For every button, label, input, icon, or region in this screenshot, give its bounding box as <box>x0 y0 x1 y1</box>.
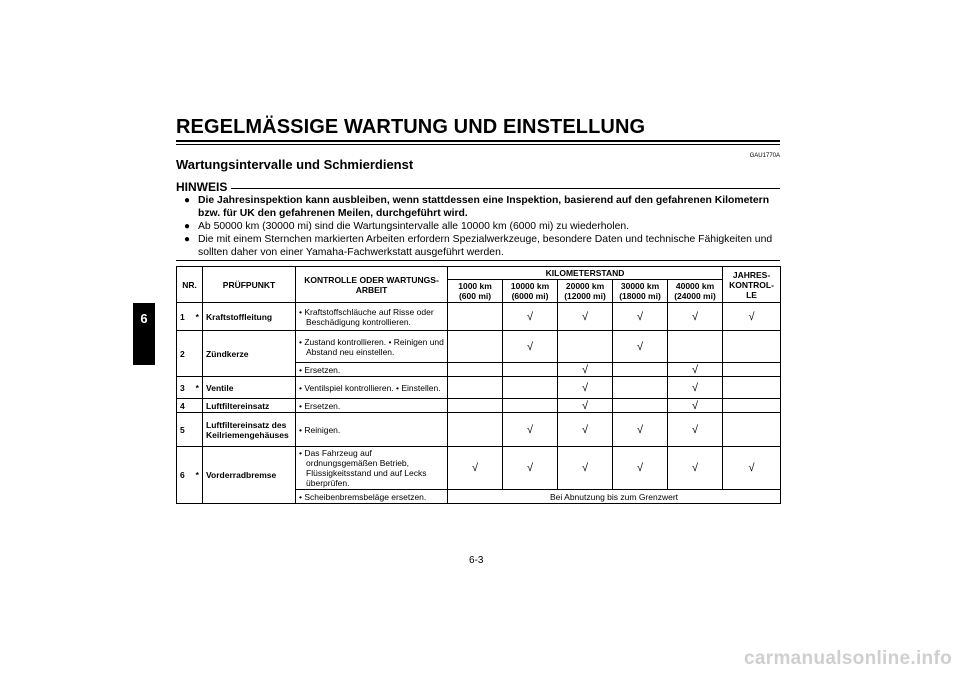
watermark: carmanualsonline.info <box>744 648 952 669</box>
check-mark-cell: √ <box>668 399 723 413</box>
check-mark-cell: √ <box>503 303 558 331</box>
note-item <box>184 220 780 233</box>
row-number: 6 <box>177 447 193 504</box>
table-row <box>177 331 781 363</box>
check-mark-cell: √ <box>558 377 613 399</box>
check-mark-cell <box>448 413 503 447</box>
bullet-icon: ● <box>184 195 191 206</box>
header-km-interval: 10000 km (6000 mi) <box>503 280 558 303</box>
note-item <box>184 233 780 259</box>
task-text: • Scheibenbremsbeläge ersetzen. <box>296 490 448 504</box>
doc-code: GAU1770A <box>749 153 780 159</box>
check-mark-cell: √ <box>613 413 668 447</box>
check-mark-cell: √ <box>668 447 723 490</box>
notes-list <box>184 194 780 259</box>
task-text: • Das Fahrzeug auf ordnungsgemäßen Betrieb, Flüssigkeitsstand und auf Lecks überprüfen. <box>296 447 448 490</box>
check-item: Luftfiltereinsatz <box>203 399 296 413</box>
check-mark-cell <box>503 363 558 377</box>
notes-rule <box>176 260 780 261</box>
table-row <box>177 447 781 490</box>
check-mark-cell: √ <box>668 303 723 331</box>
check-mark-cell: √ <box>448 447 503 490</box>
task-text: • Ventilspiel kontrollieren. • Einstellen. <box>296 377 448 399</box>
table-row <box>177 303 781 331</box>
check-mark-cell: √ <box>503 331 558 363</box>
check-mark-cell <box>448 377 503 399</box>
check-mark-cell <box>503 399 558 413</box>
row-number: 3 <box>177 377 193 399</box>
asterisk-mark: * <box>193 377 203 399</box>
header-task: KONTROLLE ODER WARTUNGS-ARBEIT <box>296 267 448 303</box>
check-item: Ventile <box>203 377 296 399</box>
check-mark-cell <box>723 413 781 447</box>
header-km-interval: 20000 km (12000 mi) <box>558 280 613 303</box>
check-mark-cell <box>723 331 781 363</box>
header-item: PRÜFPUNKT <box>203 267 296 303</box>
asterisk-mark: * <box>193 447 203 504</box>
check-item: Kraftstoffleitung <box>203 303 296 331</box>
header-km-interval: 40000 km (24000 mi) <box>668 280 723 303</box>
row-number: 5 <box>177 413 193 447</box>
interval-note: Bei Abnutzung bis zum Grenzwert <box>448 490 781 504</box>
check-mark-cell: √ <box>558 447 613 490</box>
asterisk-mark <box>193 331 203 377</box>
task-text: • Kraftstoffschläuche auf Risse oder Beschädigung kontrollieren. <box>296 303 448 331</box>
check-mark-cell: √ <box>613 447 668 490</box>
check-item: Vorderradbremse <box>203 447 296 504</box>
row-number: 1 <box>177 303 193 331</box>
table-row <box>177 413 781 447</box>
check-mark-cell <box>503 377 558 399</box>
check-mark-cell <box>668 331 723 363</box>
check-mark-cell <box>613 377 668 399</box>
header-annual: JAHRES-KONTROL-LE <box>723 267 781 303</box>
section-title: Wartungsintervalle und Schmierdienst <box>176 157 414 172</box>
note-text: Die mit einem Sternchen markierten Arbeiten erfordern Spezialwerkzeuge, besondere Daten und technische Fähigkeiten und sollten daher von einer Yamaha-Fachwerkstatt ausgeführt werden. <box>198 234 773 258</box>
check-mark-cell: √ <box>558 363 613 377</box>
bullet-icon: ● <box>184 221 191 232</box>
check-mark-cell: √ <box>558 399 613 413</box>
check-mark-cell <box>613 399 668 413</box>
asterisk-mark <box>193 399 203 413</box>
check-mark-cell: √ <box>668 363 723 377</box>
maintenance-table <box>176 266 781 504</box>
page-number: 6-3 <box>469 555 484 566</box>
chapter-tab: 6 <box>133 303 155 365</box>
table-body <box>177 303 781 504</box>
asterisk-mark: * <box>193 303 203 331</box>
check-mark-cell: √ <box>558 303 613 331</box>
check-mark-cell: √ <box>613 331 668 363</box>
title-rule <box>176 140 780 142</box>
page-title: REGELMÄSSIGE WARTUNG UND EINSTELLUNG <box>176 116 646 138</box>
check-mark-cell: √ <box>503 447 558 490</box>
note-text: Ab 50000 km (30000 mi) sind die Wartungsintervalle alle 10000 km (6000 mi) zu wiederholen. <box>198 221 630 232</box>
check-mark-cell <box>448 363 503 377</box>
check-mark-cell: √ <box>668 377 723 399</box>
task-text: • Reinigen. <box>296 413 448 447</box>
asterisk-mark <box>193 413 203 447</box>
check-mark-cell <box>558 331 613 363</box>
header-nr: NR. <box>177 267 203 303</box>
check-mark-cell: √ <box>503 413 558 447</box>
check-mark-cell: √ <box>723 447 781 490</box>
task-text: • Zustand kontrollieren. • Reinigen und Abstand neu einstellen. <box>296 331 448 363</box>
check-mark-cell: √ <box>723 303 781 331</box>
check-mark-cell <box>723 377 781 399</box>
notes-heading: HINWEIS <box>176 180 228 194</box>
check-mark-cell: √ <box>613 303 668 331</box>
check-mark-cell <box>613 363 668 377</box>
row-number: 2 <box>177 331 193 377</box>
check-item: Zündkerze <box>203 331 296 377</box>
check-mark-cell <box>448 331 503 363</box>
check-mark-cell: √ <box>558 413 613 447</box>
table-row <box>177 399 781 413</box>
header-km-group: KILOMETERSTAND <box>448 267 723 280</box>
bullet-icon: ● <box>184 234 191 245</box>
check-mark-cell <box>723 399 781 413</box>
check-mark-cell: √ <box>668 413 723 447</box>
check-mark-cell <box>448 303 503 331</box>
note-text: Die Jahresinspektion kann ausbleiben, wenn stattdessen eine Inspektion, basierend auf den gefahrenen Kilometern bzw. für UK den gefahrenen Meilen, durchgeführt wird. <box>198 195 770 219</box>
header-km-interval: 1000 km (600 mi) <box>448 280 503 303</box>
note-item <box>184 194 780 220</box>
title-rule-thin <box>176 144 780 145</box>
check-item: Luftfiltereinsatz des Keilriemengehäuses <box>203 413 296 447</box>
check-mark-cell <box>448 399 503 413</box>
header-km-interval: 30000 km (18000 mi) <box>613 280 668 303</box>
check-mark-cell <box>723 363 781 377</box>
task-text: • Ersetzen. <box>296 363 448 377</box>
task-text: • Ersetzen. <box>296 399 448 413</box>
notes-heading-rule <box>231 188 780 189</box>
table-row <box>177 377 781 399</box>
row-number: 4 <box>177 399 193 413</box>
